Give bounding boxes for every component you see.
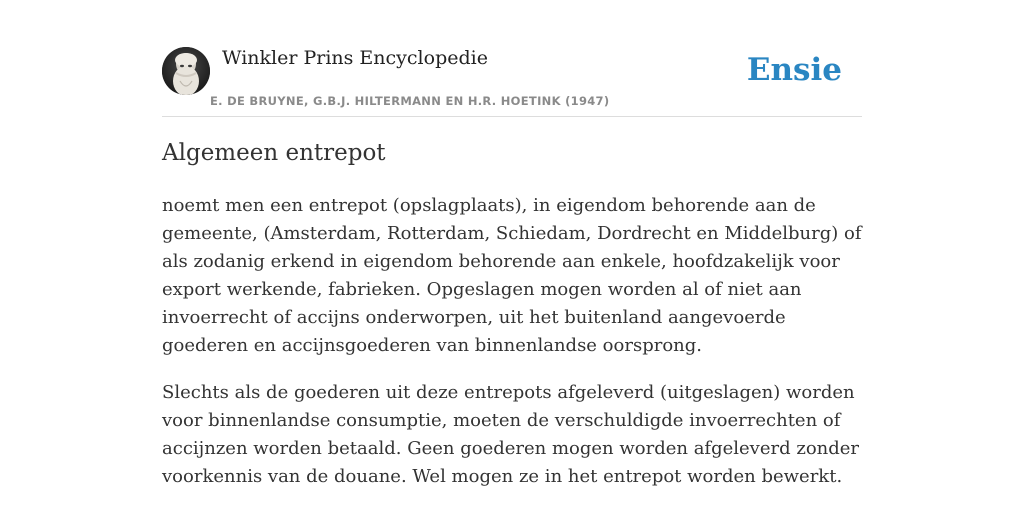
article-body xyxy=(162,192,862,510)
site-name[interactable]: Winkler Prins Encyclopedie xyxy=(222,47,488,69)
article-title: Algemeen entrepot xyxy=(162,140,386,166)
author-avatar xyxy=(162,47,210,95)
bearded-portrait-icon xyxy=(162,47,210,95)
header xyxy=(162,46,862,117)
authors-credit: E. DE BRUYNE, G.B.J. HILTERMANN EN H.R. HOETINK (1947) xyxy=(210,94,610,108)
article-paragraph: Slechts als de goederen uit deze entrepots afgeleverd (uitgeslagen) worden voor binnenlandse consumptie, moeten de verschuldigde invoerrechten of accijnzen worden betaald. Geen goederen mogen worden afgeleverd zonder voorkennis van de douane. Wel mogen ze in het entrepot worden bewerkt. xyxy=(162,382,860,487)
article-paragraph: noemt men een entrepot (opslagplaats), in eigendom behorende aan de gemeente, (Amsterdam, Rotterdam, Schiedam, Dordrecht en Middelburg) of als zodanig erkend in eigendom behorende aan enkele, hoofdzakelijk voor export werkende, fabrieken. Opgeslagen mogen worden al of niet aan invoerrecht of accijns onderworpen, uit het buitenland aangevoerde goederen en accijnsgoederen van binnenlandse oorsprong. xyxy=(162,195,862,356)
ensie-logo[interactable]: Ensie xyxy=(746,52,842,88)
